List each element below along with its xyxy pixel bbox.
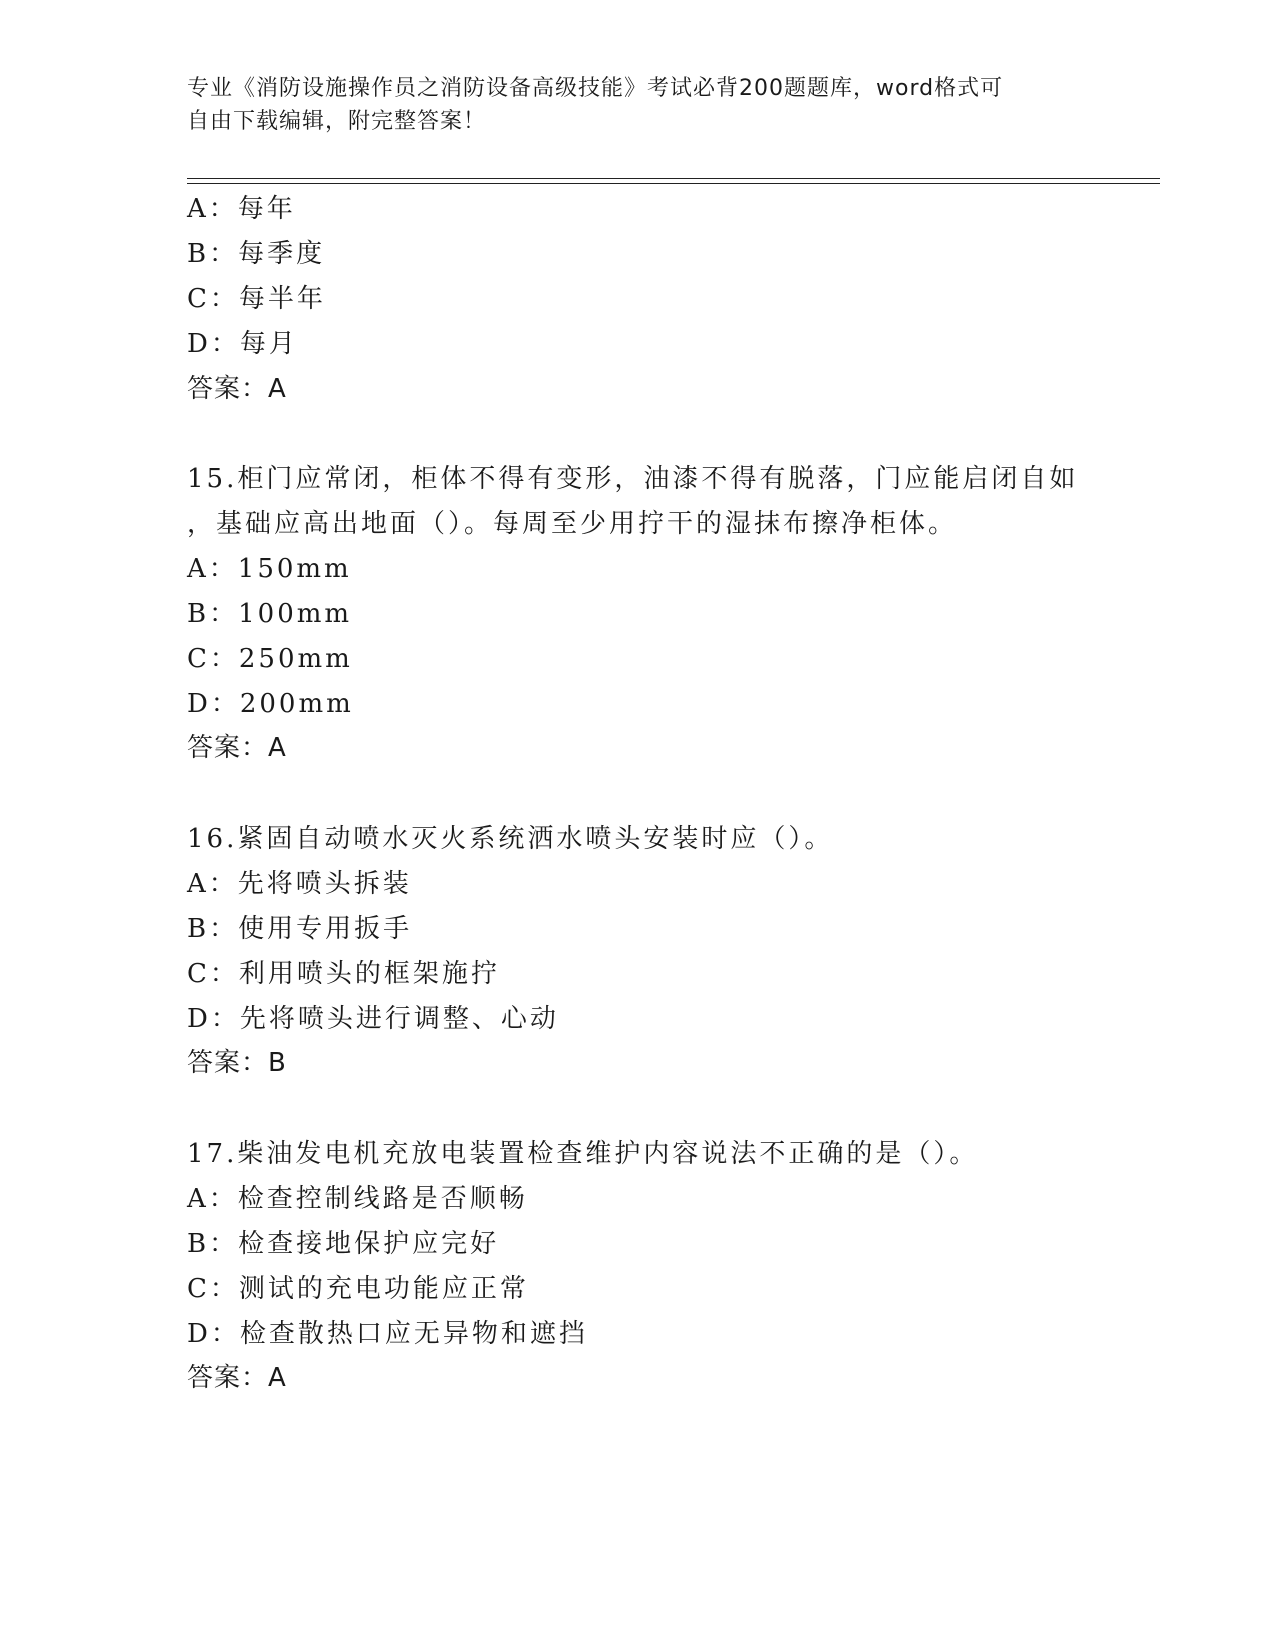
q16-answer: 答案：B (187, 1048, 287, 1078)
header-divider-top (187, 178, 1160, 179)
q15-option-b: B：100mm (187, 599, 353, 629)
q17-option-c: C：测试的充电功能应正常 (187, 1274, 529, 1304)
q15-stem-line-2: ，基础应高出地面（）。每周至少用拧干的湿抹布擦净柜体。 (187, 509, 958, 539)
q14-answer: 答案：A (187, 374, 287, 404)
header-line-2: 自由下载编辑，附完整答案！ (187, 109, 487, 134)
q16-option-d: D：先将喷头进行调整、心动 (187, 1004, 559, 1034)
q15-option-a: A：150mm (187, 554, 352, 584)
q16-option-c: C：利用喷头的框架施拧 (187, 959, 500, 989)
q15-stem-line-1: 15.柜门应常闭，柜体不得有变形，油漆不得有脱落，门应能启闭自如 (187, 464, 1079, 494)
q15-option-c: C：250mm (187, 644, 353, 674)
q14-option-b: B：每季度 (187, 239, 326, 269)
q16-stem-line-1: 16.紧固自动喷水灭火系统洒水喷头安装时应（）。 (187, 824, 834, 854)
q17-option-a: A：检查控制线路是否顺畅 (187, 1184, 528, 1214)
q17-option-b: B：检查接地保护应完好 (187, 1229, 500, 1259)
q17-option-d: D：检查散热口应无异物和遮挡 (187, 1319, 588, 1349)
q14-option-d: D：每月 (187, 329, 298, 359)
q16-option-b: B：使用专用扳手 (187, 914, 413, 944)
q16-option-a: A：先将喷头拆装 (187, 869, 412, 899)
q14-option-c: C：每半年 (187, 284, 326, 314)
q17-stem-line-1: 17.柴油发电机充放电装置检查维护内容说法不正确的是（）。 (187, 1139, 979, 1169)
q15-answer: 答案：A (187, 733, 287, 763)
q17-answer: 答案：A (187, 1363, 287, 1393)
header-line-1: 专业《消防设施操作员之消防设备高级技能》考试必背200题题库，word格式可 (187, 76, 1004, 101)
q15-option-d: D：200mm (187, 689, 354, 719)
document-header (187, 72, 1087, 138)
q14-option-a: A：每年 (187, 194, 296, 224)
header-divider-bottom (187, 183, 1160, 184)
